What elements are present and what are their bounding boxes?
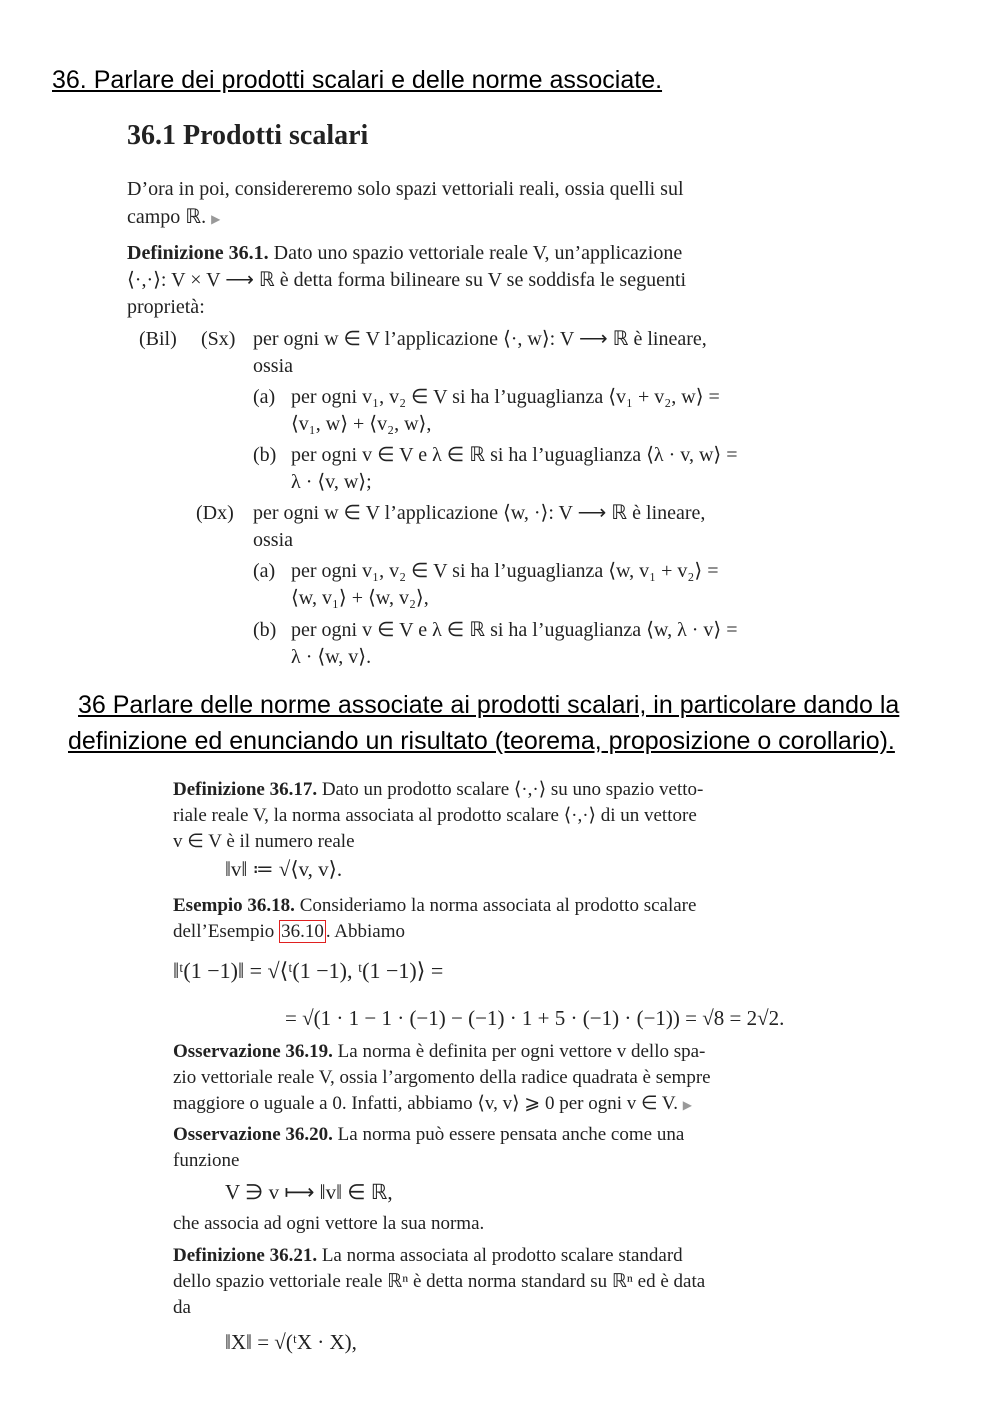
def-36-21-line-3: da [173, 1297, 191, 1318]
oss-36-20-label: Osservazione 36.20. [173, 1124, 333, 1145]
dx-a-line-1: per ogni v₁, v₂ ∈ V si ha l’uguaglianza ⟨w, v₁ + v₂⟩ = [291, 560, 719, 582]
bil-label: (Bil) [139, 328, 177, 350]
intro-line-2 [127, 204, 220, 233]
def-36-17-label: Definizione 36.17. [173, 779, 318, 800]
sx-ossia: ossia [253, 355, 293, 377]
norm-definition-formula: ‖v‖ ≔ √⟨v, v⟩. [225, 857, 343, 881]
dx-ossia: ossia [253, 529, 293, 551]
oss-36-20-line-3: che associa ad ogni vettore la sua norma. [173, 1213, 485, 1234]
def-36-1-line-2: ⟨·,·⟩: V × V ⟶ ℝ è detta forma bilineare su V se soddisfa le seguenti [127, 269, 687, 291]
sx-b-line-2: λ · ⟨v, w⟩; [291, 471, 372, 493]
example-formula-line-2: = √(1 · 1 − 1 · (−1) − (−1) · 1 + 5 · (−1) · (−1)) = √8 = 2√2. [285, 1006, 785, 1030]
question-heading-norme-line-2: definizione ed enunciando un risultato (teorema, proposizione o corollario). [68, 727, 895, 755]
def-36-17-line-3: v ∈ V è il numero reale [173, 831, 355, 852]
sx-a-line-1: per ogni v₁, v₂ ∈ V si ha l’uguaglianza ⟨v₁ + v₂, w⟩ = [291, 386, 720, 408]
ex-36-18-label: Esempio 36.18. [173, 895, 295, 916]
oss-36-19-line-2: zio vettoriale reale V, ossia l’argomento della radice quadrata è sempre [173, 1067, 711, 1088]
question-heading-36: 36. Parlare dei prodotti scalari e delle norme associate. [52, 66, 663, 94]
ex-36-18-line-2-pre: dell’Esempio [173, 921, 275, 942]
norm-function-formula: V ∋ v ⟼ ‖v‖ ∈ ℝ, [225, 1180, 393, 1204]
def-36-21-line-1 [173, 1242, 683, 1269]
def-36-21-label: Definizione 36.21. [173, 1245, 318, 1266]
standard-norm-formula: ‖X‖ = √(ᵗX · X), [225, 1330, 357, 1354]
ex-36-18-line-1-text: Consideriamo la norma associata al prodotto scalare [299, 895, 697, 916]
play-marker-icon: ▶ [211, 212, 221, 226]
def-36-17-line-1-text: Dato un prodotto scalare ⟨·,·⟩ su uno spazio vetto- [321, 779, 704, 800]
sx-a-label: (a) [253, 386, 276, 408]
def-36-1-line-1-text: Dato uno spazio vettoriale reale V, un’applicazione [273, 242, 683, 264]
oss-36-19-label: Osservazione 36.19. [173, 1041, 333, 1062]
example-formula-line-1: ‖ᵗ(1 −1)‖ = √⟨ᵗ(1 −1), ᵗ(1 −1)⟩ = [173, 958, 444, 983]
sx-b-line-1: per ogni v ∈ V e λ ∈ ℝ si ha l’uguaglianza ⟨λ · v, w⟩ = [291, 444, 738, 466]
intro-line-1: D’ora in poi, considereremo solo spazi vettoriali reali, ossia quelli sul [127, 178, 684, 200]
dx-b-line-1: per ogni v ∈ V e λ ∈ ℝ si ha l’uguaglianza ⟨w, λ · v⟩ = [291, 619, 738, 641]
dx-a-line-2: ⟨w, v₁⟩ + ⟨w, v₂⟩, [291, 587, 429, 609]
sx-b-label: (b) [253, 444, 277, 466]
dx-label: (Dx) [196, 502, 234, 524]
def-36-21-line-1-text: La norma associata al prodotto scalare standard [321, 1245, 683, 1266]
def-36-1-line-1 [127, 240, 682, 267]
def-36-21-line-2: dello spazio vettoriale reale ℝⁿ è detta norma standard su ℝⁿ ed è data [173, 1271, 706, 1292]
sx-a-line-2: ⟨v₁, w⟩ + ⟨v₂, w⟩, [291, 413, 432, 435]
def-36-17-line-2: riale reale V, la norma associata al prodotto scalare ⟨·,·⟩ di un vettore [173, 805, 697, 826]
oss-36-20-line-2: funzione [173, 1150, 240, 1171]
def-36-1-label: Definizione 36.1. [127, 242, 269, 264]
ex-36-18-line-1 [173, 892, 696, 919]
dx-a-label: (a) [253, 560, 276, 582]
oss-36-19-line-1 [173, 1038, 705, 1065]
oss-36-19-line-3 [173, 1090, 692, 1119]
example-36-10-link[interactable]: 36.10 [281, 921, 324, 942]
question-heading-norme-line-1: 36 Parlare delle norme associate ai prodotti scalari, in particolare dando la [78, 691, 900, 719]
def-36-1-line-3: proprietà: [127, 296, 205, 318]
sx-label: (Sx) [201, 328, 236, 350]
oss-36-19-line-1-text: La norma è definita per ogni vettore v dello spa- [337, 1041, 706, 1062]
sx-text: per ogni w ∈ V l’applicazione ⟨·, w⟩: V ⟶ ℝ è lineare, [253, 328, 707, 350]
dx-b-label: (b) [253, 619, 277, 641]
play-marker-icon: ▶ [682, 1098, 692, 1112]
ex-36-18-line-2 [173, 918, 405, 945]
oss-36-20-line-1-text: La norma può essere pensata anche come una [337, 1124, 685, 1145]
section-title: 36.1 Prodotti scalari [127, 120, 369, 151]
oss-36-19-line-3-text: maggiore o uguale a 0. Infatti, abbiamo ⟨v, v⟩ ⩾ 0 per ogni v ∈ V. [173, 1093, 678, 1114]
intro-line-2-text: campo ℝ. [127, 206, 207, 228]
oss-36-20-line-1 [173, 1121, 684, 1148]
def-36-17-line-1 [173, 776, 703, 803]
dx-text: per ogni w ∈ V l’applicazione ⟨w, ·⟩: V ⟶ ℝ è lineare, [253, 502, 706, 524]
dx-b-line-2: λ · ⟨w, v⟩. [291, 646, 372, 668]
ex-36-18-line-2-post: . Abbiamo [325, 921, 405, 942]
